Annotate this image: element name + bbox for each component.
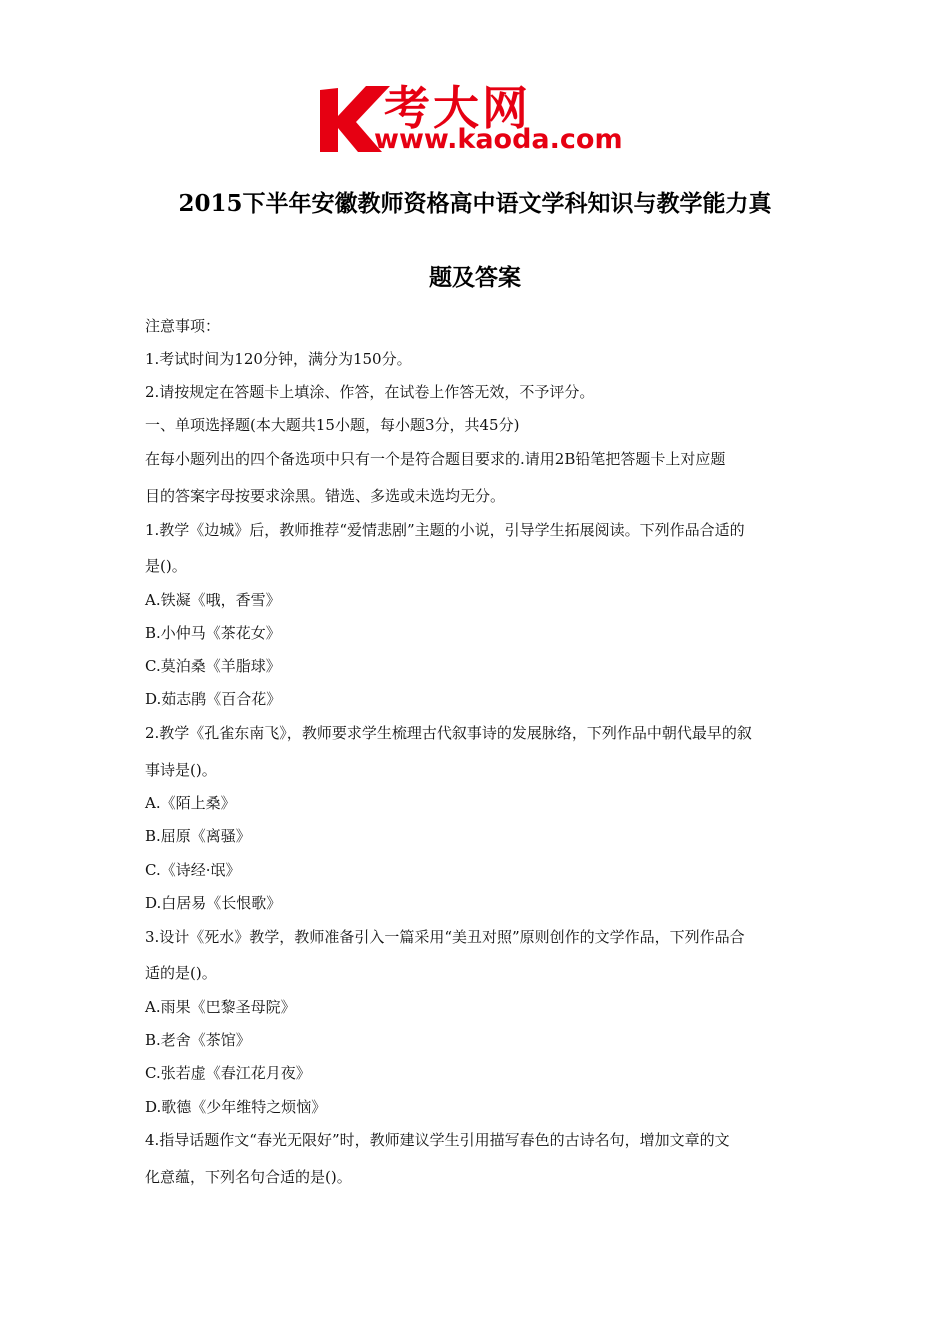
- answer-option: C.张若虚《春江花月夜》: [145, 1064, 311, 1082]
- notice-item: 1.考试时间为120分钟，满分为150分。: [145, 350, 412, 368]
- document-title-line1: 2015下半年安徽教师资格高中语文学科知识与教学能力真: [178, 190, 772, 217]
- question-stem: 化意蕴，下列名句合适的是()。: [145, 1168, 352, 1186]
- section-instruction: 目的答案字母按要求涂黑。错选、多选或未选均无分。: [145, 487, 506, 505]
- logo-url: www.kaoda.com: [374, 124, 623, 155]
- answer-option: B.老舍《茶馆》: [145, 1031, 251, 1049]
- section-heading: 一、单项选择题(本大题共15小题，每小题3分，共45分): [145, 416, 520, 434]
- kaoda-logo: [316, 78, 638, 158]
- answer-option: A.《陌上桑》: [145, 794, 236, 812]
- answer-option: D.白居易《长恨歌》: [145, 894, 282, 912]
- question-stem: 3.设计《死水》教学，教师准备引入一篇采用“美丑对照”原则创作的文学作品，下列作品合: [145, 928, 745, 946]
- answer-option: C.《诗经·氓》: [145, 861, 241, 879]
- notice-item: 2.请按规定在答题卡上填涂、作答，在试卷上作答无效，不予评分。: [145, 383, 595, 401]
- answer-option: A.铁凝《哦，香雪》: [145, 591, 281, 609]
- document-title-line2: 题及答案: [429, 264, 521, 291]
- answer-option: B.屈原《离骚》: [145, 827, 251, 845]
- question-stem: 是()。: [145, 557, 187, 575]
- answer-option: B.小仲马《茶花女》: [145, 624, 281, 642]
- notice-heading: 注意事项：: [145, 317, 221, 335]
- question-stem: 事诗是()。: [145, 761, 217, 779]
- answer-option: C.莫泊桑《羊脂球》: [145, 657, 281, 675]
- answer-option: D.歌德《少年维特之烦恼》: [145, 1098, 327, 1116]
- question-stem: 2.教学《孔雀东南飞》，教师要求学生梳理古代叙事诗的发展脉络，下列作品中朝代最早的叙: [145, 724, 752, 742]
- section-instruction: 在每小题列出的四个备选项中只有一个是符合题目要求的.请用2B铅笔把答题卡上对应题: [145, 450, 726, 468]
- question-stem: 适的是()。: [145, 964, 217, 982]
- answer-option: D.茹志鹃《百合花》: [145, 690, 282, 708]
- question-stem: 4.指导话题作文“春光无限好”时，教师建议学生引用描写春色的古诗名句，增加文章的文: [145, 1131, 730, 1149]
- logo-brand-name: 考大网: [384, 81, 531, 135]
- answer-option: A.雨果《巴黎圣母院》: [145, 998, 296, 1016]
- question-stem: 1.教学《边城》后，教师推荐“爱情悲剧”主题的小说，引导学生拓展阅读。下列作品合适的: [145, 521, 745, 539]
